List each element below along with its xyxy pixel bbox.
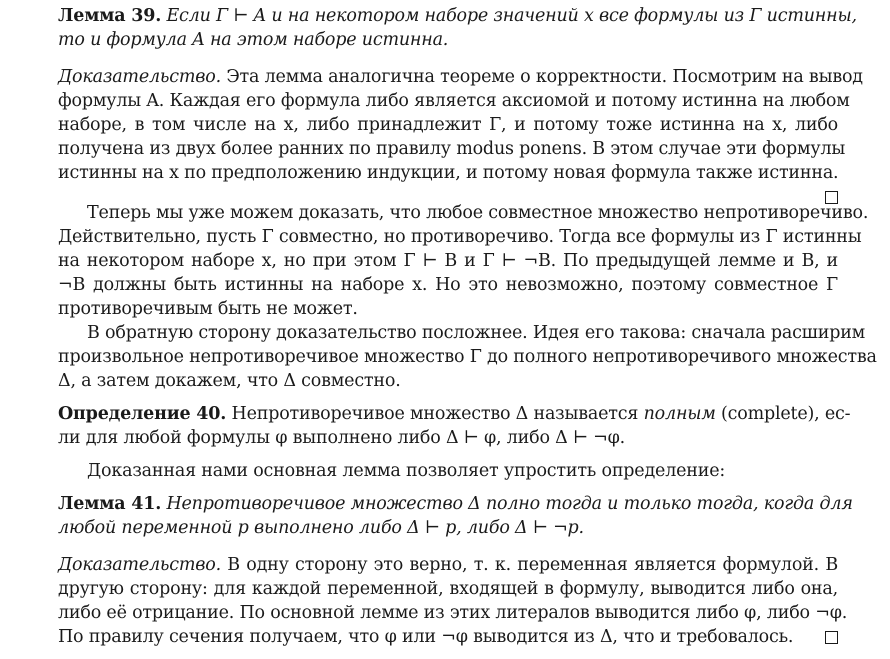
lemma-41-text-line1: Непротиворечивое множество Δ полно тогда и только тогда, когда для: [166, 494, 853, 514]
definition-40-term: полным: [643, 404, 716, 424]
proof-41-line1: В одну сторону это верно, т. к. переменная является формулой. В: [227, 555, 838, 575]
lemma-39-text-line1: Если Γ ⊢ A и на некотором наборе значений x все формулы из Γ истинны,: [166, 6, 857, 26]
para1-line5: противоречивым быть не может.: [58, 299, 358, 319]
paragraph-converse: [58, 321, 877, 393]
definition-40-text-b: (complete), ес-: [721, 404, 851, 424]
proof-39-line3: наборе, в том числе на x, либо принадлежит Γ, и потому тоже истинна на x, либо: [58, 115, 838, 135]
definition-40: [58, 402, 851, 450]
proof-41: [58, 553, 848, 649]
para1-line3: на некотором наборе x, но при этом Γ ⊢ B и Γ ⊢ ¬B. По предыдущей лемме и B, и: [58, 251, 838, 271]
lemma-39: [58, 4, 857, 52]
paragraph-consistency: [58, 201, 869, 321]
qed-square-icon: [825, 631, 838, 644]
proof-39-line2: формулы A. Каждая его формула либо является аксиомой и потому истинна на любом: [58, 91, 850, 111]
lemma-41-text-line2: любой переменной p выполнено либо Δ ⊢ p, либо Δ ⊢ ¬p.: [58, 518, 584, 538]
proof-39-line4: получена из двух более ранних по правилу modus ponens. В этом случае эти формулы: [58, 139, 846, 159]
proof-39-line5: истинны на x по предположению индукции, и потому новая формула также истинна.: [58, 163, 839, 183]
para1-line2: Действительно, пусть Γ совместно, но противоречиво. Тогда все формулы из Γ истинны: [58, 227, 862, 247]
lemma-41: [58, 492, 853, 540]
lemma-39-label: Лемма 39.: [58, 6, 162, 26]
proof-41-line4: По правилу сечения получаем, что φ или ¬φ выводится из Δ, что и требовалось.: [58, 627, 794, 647]
definition-40-line2: ли для любой формулы φ выполнено либо Δ ⊢ φ, либо Δ ⊢ ¬φ.: [58, 428, 626, 448]
para1-line4: ¬B должны быть истинны на наборе x. Но это невозможно, поэтому совместное Γ: [58, 275, 838, 295]
definition-40-label: Определение 40.: [58, 404, 227, 424]
proof-41-line2: другую сторону: для каждой переменной, входящей в формулу, выводится либо она,: [58, 579, 838, 599]
proof-41-line3: либо её отрицание. По основной лемме из этих литералов выводится либо φ, либо ¬φ.: [58, 603, 848, 623]
lemma-39-text-line2: то и формула A на этом наборе истинна.: [58, 30, 449, 50]
lemma-41-label: Лемма 41.: [58, 494, 162, 514]
proof-41-label: Доказательство.: [58, 555, 221, 575]
para2-line3: Δ, а затем докажем, что Δ совместно.: [58, 371, 401, 391]
paragraph-simplify: [58, 459, 838, 483]
para2-line2: произвольное непротиворечивое множество Γ до полного непротиворечивого множества: [58, 347, 877, 367]
definition-40-text-a: Непротиворечивое множество Δ называется: [231, 404, 639, 424]
para3-line1: Доказанная нами основная лемма позволяет упростить определение:: [87, 461, 726, 481]
proof-39-line1: Эта лемма аналогична теореме о корректности. Посмотрим на вывод: [226, 67, 863, 87]
proof-39-label: Доказательство.: [58, 67, 221, 87]
para1-line1: Теперь мы уже можем доказать, что любое совместное множество непротиворечиво.: [87, 203, 869, 223]
para2-line1: В обратную сторону доказательство посложнее. Идея его такова: сначала расширим: [87, 323, 866, 343]
proof-39: [58, 65, 863, 185]
document-page: [58, 4, 877, 649]
